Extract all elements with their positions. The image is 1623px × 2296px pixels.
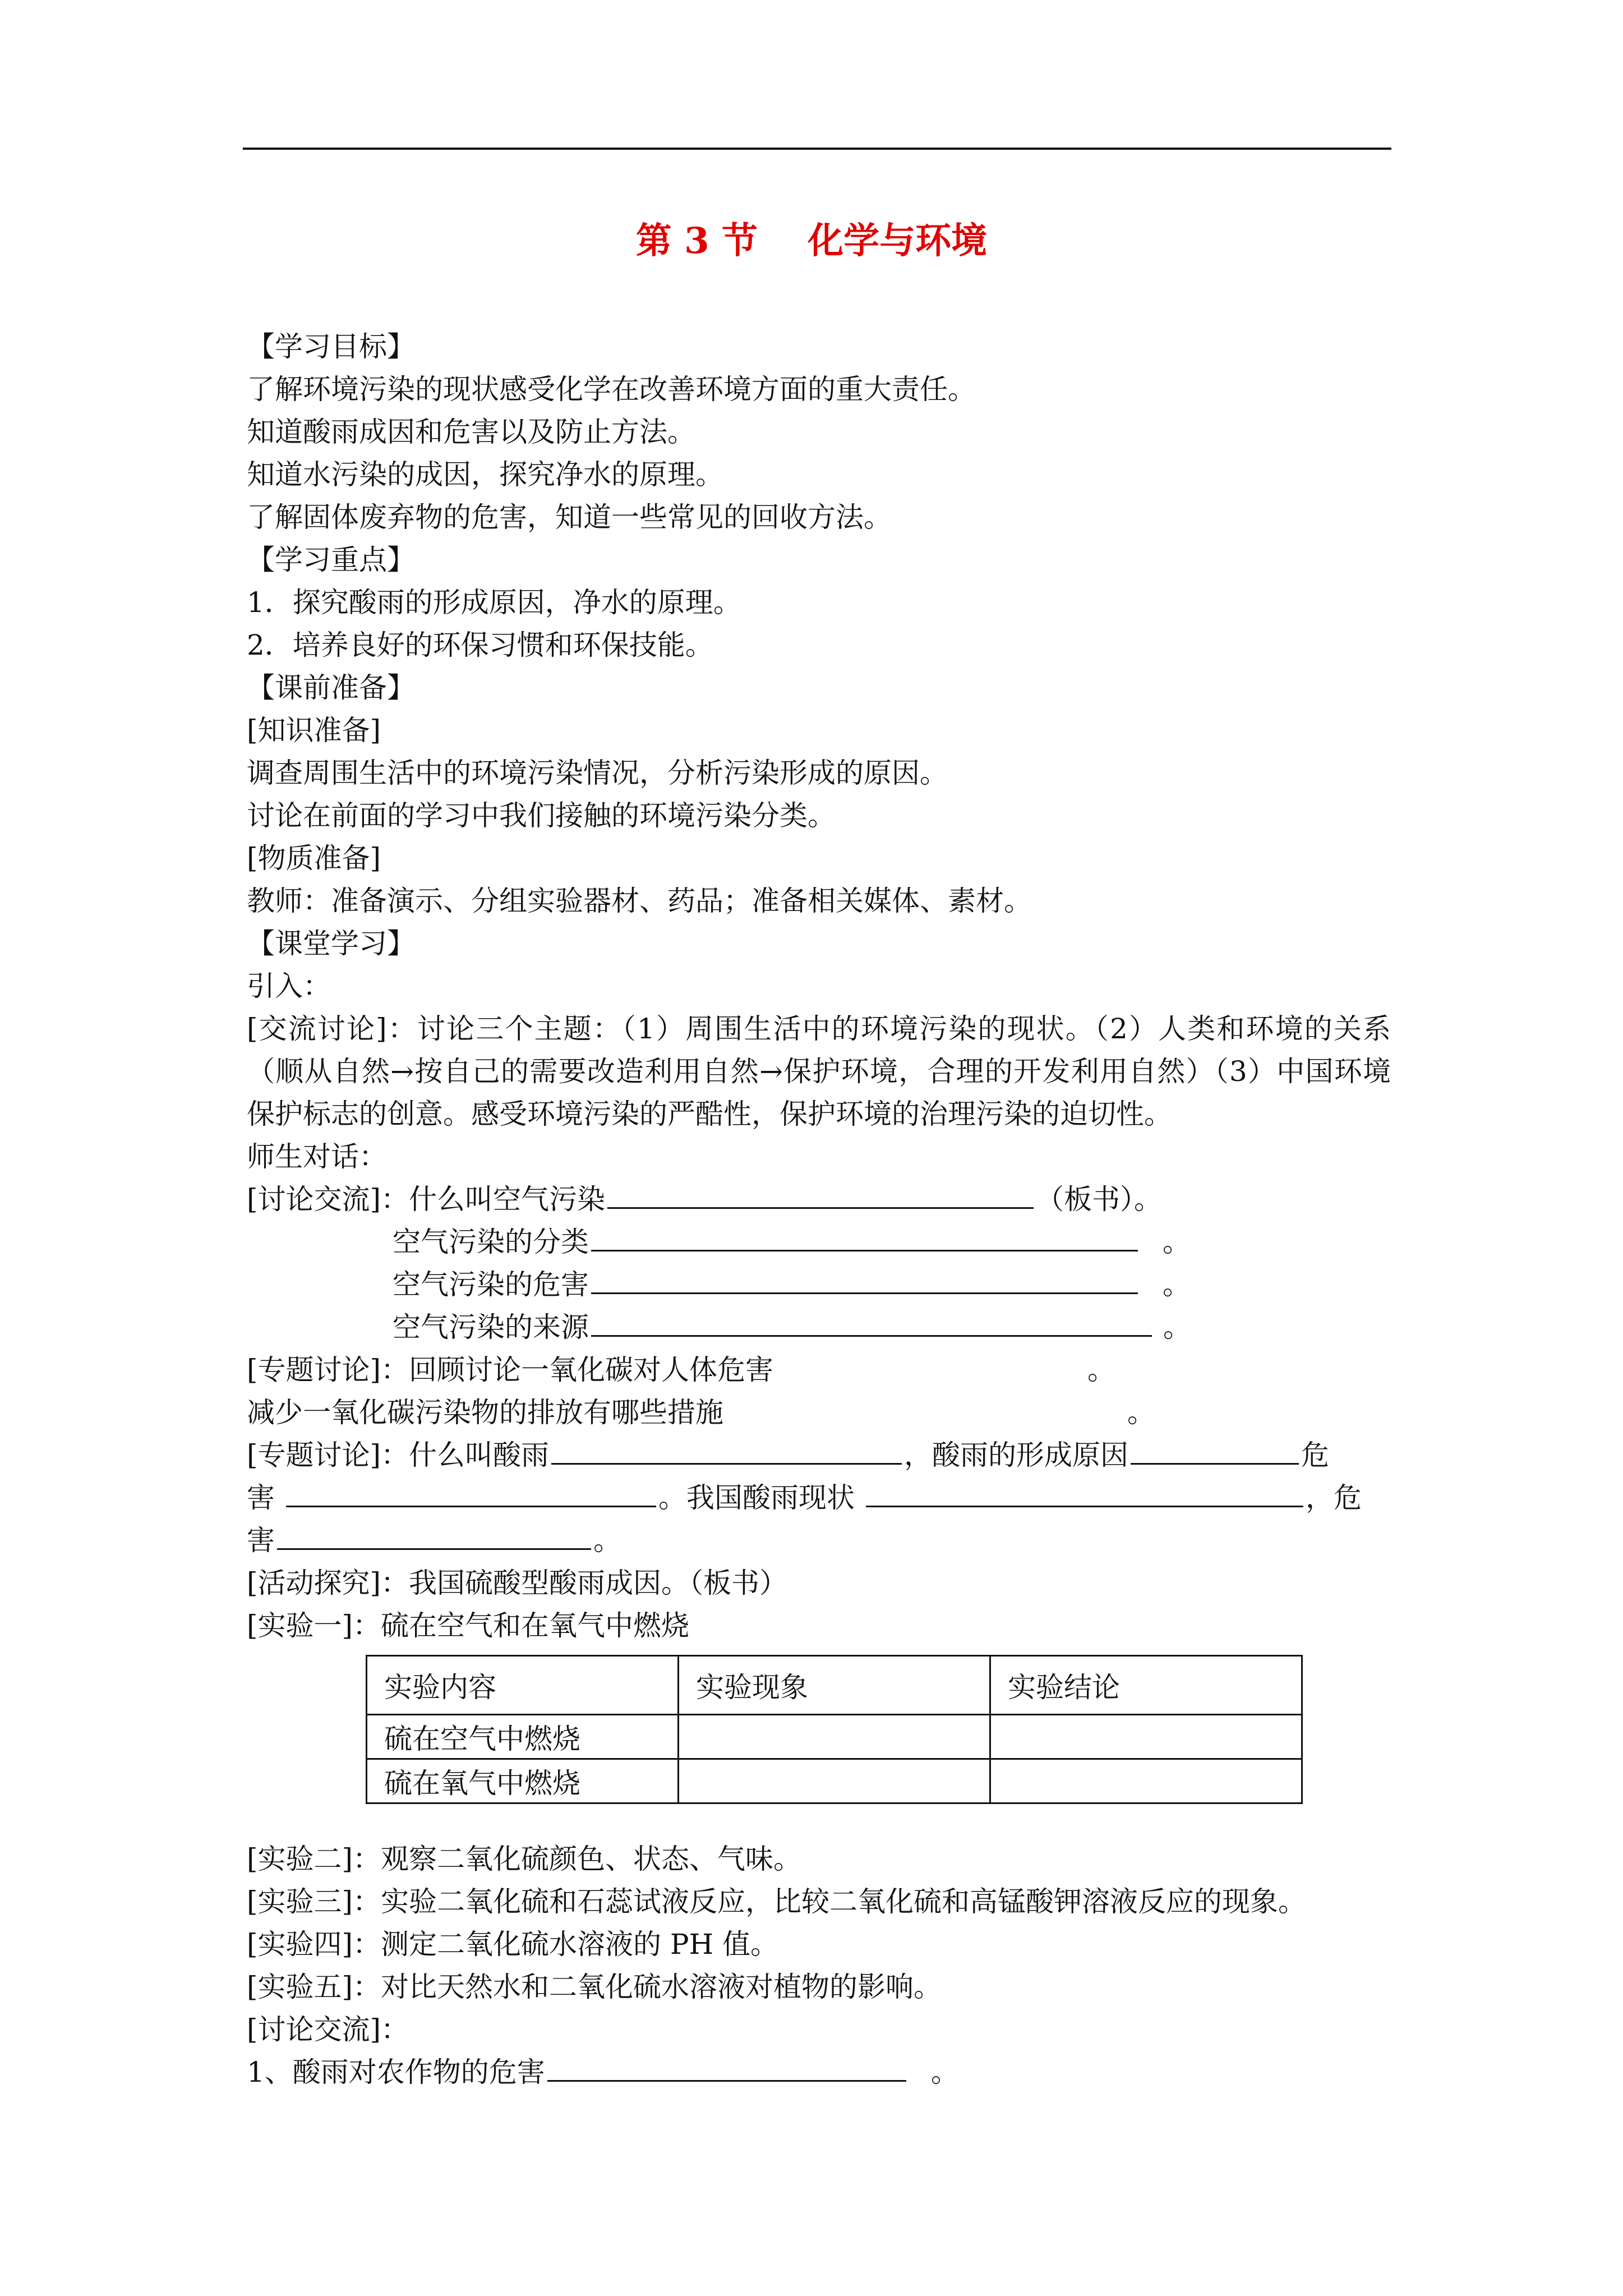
- table-cell-answer[interactable]: [679, 1715, 990, 1759]
- topic-co-harm: [247, 1349, 1391, 1391]
- question-text: 空气污染的危害: [393, 1268, 589, 1301]
- question-text: 1、酸雨对农作物的危害: [247, 2056, 545, 2088]
- discussion-line: [交流讨论]：讨论三个主题：（1）周围生活中的环境污染的现状。（2）人类和环境的关系: [247, 1013, 1391, 1045]
- question-text: 空气污染的分类: [393, 1226, 589, 1258]
- discussion-line: （顺从自然→按自己的需要改造利用自然→保护环境，合理的开发利用自然）（3）中国环境: [247, 1055, 1391, 1088]
- table-row: [367, 1759, 1302, 1803]
- period: 。: [1127, 1396, 1155, 1429]
- subheading-materials: [物质准备]: [247, 842, 381, 875]
- page-title: 第 3 节 化学与环境: [635, 220, 988, 262]
- topic-text: 危: [1301, 1439, 1330, 1471]
- table-header-cell: 实验内容: [367, 1656, 679, 1715]
- topic-text: 。我国酸雨现状: [658, 1481, 855, 1514]
- materials-line: 教师：准备演示、分组实验器材、药品；准备相关媒体、素材。: [247, 885, 1032, 917]
- table-row: [367, 1715, 1302, 1759]
- key-point-line: 2．培养良好的环保习惯和环保技能。: [247, 629, 713, 661]
- acid-rain-line-3: [247, 1519, 1391, 1562]
- period: 。: [593, 1524, 621, 1557]
- acid-rain-line-1: [247, 1434, 1391, 1476]
- intro-line: 引入：: [247, 970, 331, 1002]
- goal-line: 知道水污染的成因，探究净水的原理。: [247, 458, 723, 491]
- table-header-row: [367, 1656, 1302, 1715]
- table-cell-answer[interactable]: [990, 1759, 1302, 1803]
- subheading-knowledge: [知识准备]: [247, 714, 381, 747]
- fill-blank[interactable]: [547, 2051, 906, 2082]
- question-text: 空气污染的来源: [393, 1311, 589, 1343]
- key-point-line: 1．探究酸雨的形成原因，净水的原理。: [247, 586, 741, 619]
- table-cell: 硫在空气中燃烧: [367, 1715, 679, 1759]
- experiment-table-wrapper: [366, 1655, 1391, 1804]
- topic-text: 害: [247, 1524, 275, 1557]
- topic-text: ，酸雨的形成原因: [904, 1439, 1129, 1471]
- topic-text: [专题讨论]：什么叫酸雨: [247, 1439, 550, 1471]
- knowledge-line: 调查周围生活中的环境污染情况，分析污染形成的原因。: [247, 757, 948, 789]
- question-air-pollution: [247, 1178, 1391, 1221]
- header-rule: [243, 148, 1391, 150]
- question-text: [讨论交流]：什么叫空气污染: [247, 1183, 606, 1216]
- fill-blank[interactable]: [607, 1178, 1034, 1209]
- period: 。: [930, 2056, 959, 2088]
- fill-blank[interactable]: [591, 1221, 1138, 1251]
- topic-text: 减少一氧化碳污染物的排放有哪些措施: [247, 1396, 723, 1429]
- experiment-1: [实验一]：硫在空气和在氧气中燃烧: [247, 1609, 690, 1642]
- period: 。: [1087, 1354, 1116, 1386]
- topic-text: 害: [247, 1481, 275, 1514]
- section-heading-preparation: 【课前准备】: [247, 671, 415, 704]
- experiment-3: [实验三]：实验二氧化硫和石蕊试液反应，比较二氧化硫和高锰酸钾溶液反应的现象。: [247, 1885, 1307, 1918]
- period: 。: [1163, 1226, 1191, 1258]
- activity-line: [活动探究]：我国硫酸型酸雨成因。（板书）: [247, 1567, 788, 1599]
- topic-text: ，危: [1306, 1481, 1362, 1514]
- fill-blank[interactable]: [551, 1434, 902, 1465]
- fill-blank[interactable]: [277, 1519, 591, 1550]
- question-crop-harm: [247, 2051, 1391, 2093]
- period: 。: [1163, 1268, 1191, 1301]
- goal-line: 知道酸雨成因和危害以及防止方法。: [247, 416, 695, 448]
- dialog-heading: 师生对话：: [247, 1140, 387, 1173]
- question-suffix: （板书）。: [1036, 1183, 1163, 1216]
- table-header-cell: 实验结论: [990, 1656, 1302, 1715]
- table-cell: 硫在氧气中燃烧: [367, 1759, 679, 1803]
- experiment-2: [实验二]：观察二氧化硫颜色、状态、气味。: [247, 1843, 802, 1875]
- acid-rain-line-2: [247, 1476, 1391, 1519]
- discussion-heading: [讨论交流]：: [247, 2013, 409, 2046]
- fill-blank[interactable]: [591, 1306, 1152, 1337]
- fill-blank[interactable]: [866, 1476, 1303, 1507]
- fill-blank[interactable]: [1131, 1434, 1299, 1465]
- goal-line: 了解环境污染的现状感受化学在改善环境方面的重大责任。: [247, 373, 976, 406]
- section-heading-key-points: 【学习重点】: [247, 544, 415, 576]
- knowledge-line: 讨论在前面的学习中我们接触的环境污染分类。: [247, 799, 836, 832]
- experiment-table: [366, 1655, 1303, 1804]
- question-harm: [247, 1263, 1391, 1306]
- section-heading-class: 【课堂学习】: [247, 927, 415, 960]
- document-body: [247, 325, 1391, 2093]
- experiment-4: [实验四]：测定二氧化硫水溶液的 PH 值。: [247, 1928, 779, 1961]
- topic-text: [专题讨论]：回顾讨论一氧化碳对人体危害: [247, 1354, 774, 1386]
- fill-blank[interactable]: [591, 1263, 1138, 1294]
- section-heading-goals: 【学习目标】: [247, 330, 415, 363]
- goal-line: 了解固体废弃物的危害，知道一些常见的回收方法。: [247, 501, 892, 533]
- discussion-line: 保护标志的创意。感受环境污染的严酷性，保护环境的治理污染的迫切性。: [247, 1098, 1172, 1130]
- period: 。: [1163, 1311, 1191, 1343]
- table-cell-answer[interactable]: [679, 1759, 990, 1803]
- question-source: [247, 1306, 1391, 1349]
- fill-blank[interactable]: [286, 1476, 656, 1507]
- topic-co-reduction: [247, 1391, 1391, 1434]
- question-classification: [247, 1221, 1391, 1263]
- experiment-5: [实验五]：对比天然水和二氧化硫水溶液对植物的影响。: [247, 1971, 942, 2003]
- table-cell-answer[interactable]: [990, 1715, 1302, 1759]
- table-header-cell: 实验现象: [679, 1656, 990, 1715]
